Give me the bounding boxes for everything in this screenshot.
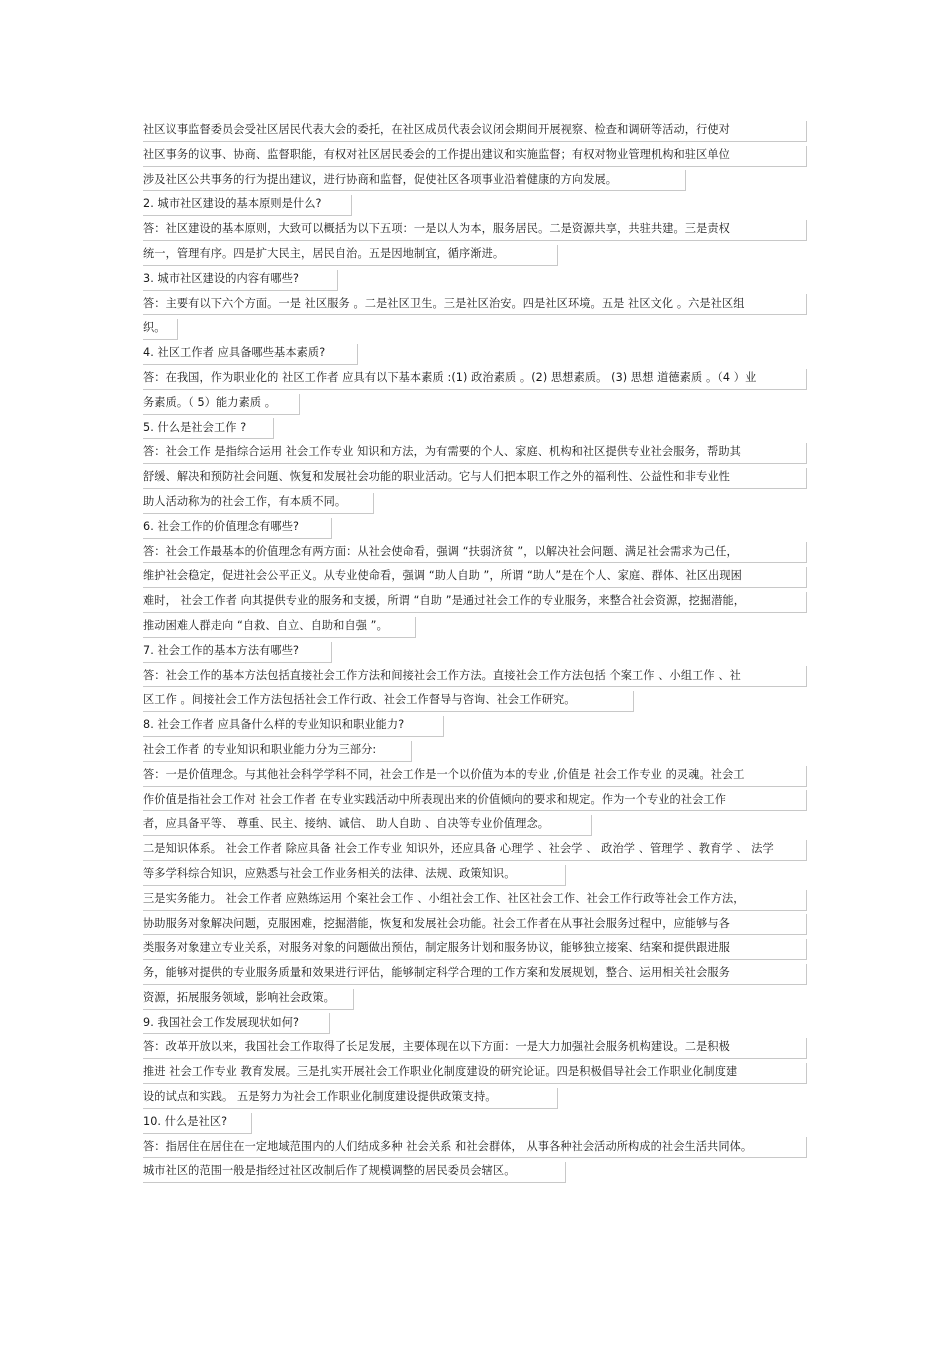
paragraph-line: 织。 xyxy=(143,316,808,341)
paragraph-line: 答：一是价值理念。与其他社会科学学科不同，社会工作是一个以价值为本的专业 ,价值是 社会工作专业 的灵魂。社会工 xyxy=(143,763,808,788)
paragraph-line: 答：指居住在居住在一定地域范围内的人们结成多种 社会关系 和社会群体， 从事各种社会活动所构成的社会生活共同体。 xyxy=(143,1135,808,1160)
paragraph-line: 舒缓、解决和预防社会问题、恢复和发展社会功能的职业活动。它与人们把本职工作之外的福利性、公益性和非专业性 xyxy=(143,465,808,490)
paragraph-line: 资源，拓展服务领域，影响社会政策。 xyxy=(143,986,808,1011)
paragraph-line: 三是实务能力。 社会工作者 应熟练运用 个案社会工作 、小组社会工作、社区社会工作、社会工作行政等社会工作方法， xyxy=(143,887,808,912)
paragraph-line: 者，应具备平等、 尊重、民主、接纳、诚信、 助人自助 、自决等专业价值理念。 xyxy=(143,812,808,837)
paragraph-line: 统一，管理有序。四是扩大民主，居民自治。五是因地制宜，循序渐进。 xyxy=(143,242,808,267)
paragraph-line: 答：改革开放以来，我国社会工作取得了长足发展，主要体现在以下方面：一是大力加强社会服务机构建设。二是积极 xyxy=(143,1035,808,1060)
paragraph-line: 难时， 社会工作者 向其提供专业的服务和支援，所谓 “自助 ”是通过社会工作的专业服务，来整合社会资源，挖掘潜能， xyxy=(143,589,808,614)
question-heading: 5. 什么是社会工作 ? xyxy=(143,416,808,441)
paragraph-line: 答：主要有以下六个方面。一是 社区服务 。二是社区卫生。三是社区治安。四是社区环境。五是 社区文化 。六是社区组 xyxy=(143,292,808,317)
paragraph-line: 二是知识体系。 社会工作者 除应具备 社会工作专业 知识外，还应具备 心理学 、社会学 、 政治学 、管理学 、教育学 、 法学 xyxy=(143,837,808,862)
question-heading: 6. 社会工作的价值理念有哪些? xyxy=(143,515,808,540)
paragraph-line: 维护社会稳定，促进社会公平正义。从专业使命看，强调 “助人自助 ”，所谓 “助人”是在个人、家庭、群体、社区出现困 xyxy=(143,564,808,589)
paragraph-line: 助人活动称为的社会工作，有本质不同。 xyxy=(143,490,808,515)
paragraph-line: 社区议事监督委员会受社区居民代表大会的委托，在社区成员代表会议闭会期间开展视察、检查和调研等活动，行使对 xyxy=(143,118,808,143)
paragraph-line: 社区事务的议事、协商、监督职能，有权对社区居民委会的工作提出建议和实施监督；有权对物业管理机构和驻区单位 xyxy=(143,143,808,168)
paragraph-line: 务，能够对提供的专业服务质量和效果进行评估，能够制定科学合理的工作方案和发展规划，整合、运用相关社会服务 xyxy=(143,961,808,986)
paragraph-line: 答：在我国，作为职业化的 社区工作者 应具有以下基本素质 :(1) 政治素质 。(2) 思想素质。 (3) 思想 道德素质 。（4 ）业 xyxy=(143,366,808,391)
paragraph-line: 作价值是指社会工作对 社会工作者 在专业实践活动中所表现出来的价值倾向的要求和规定。作为一个专业的社会工作 xyxy=(143,788,808,813)
paragraph-line: 协助服务对象解决问题，克服困难，挖掘潜能，恢复和发展社会功能。社会工作者在从事社会服务过程中，应能够与各 xyxy=(143,912,808,937)
question-heading: 2. 城市社区建设的基本原则是什么? xyxy=(143,192,808,217)
question-heading: 7. 社会工作的基本方法有哪些? xyxy=(143,639,808,664)
paragraph-line: 推动困难人群走向 “自救、自立、自助和自强 ”。 xyxy=(143,614,808,639)
paragraph-line: 务素质。（ 5）能力素质 。 xyxy=(143,391,808,416)
question-heading: 4. 社区工作者 应具备哪些基本素质? xyxy=(143,341,808,366)
question-heading: 10. 什么是社区? xyxy=(143,1110,808,1135)
paragraph-line: 区工作 。间接社会工作方法包括社会工作行政、社会工作督导与咨询、社会工作研究。 xyxy=(143,688,808,713)
paragraph-line: 答：社区建设的基本原则，大致可以概括为以下五项：一是以人为本，服务居民。二是资源共享，共驻共建。三是责权 xyxy=(143,217,808,242)
paragraph-line: 设的试点和实践。 五是努力为社会工作职业化制度建设提供政策支持。 xyxy=(143,1085,808,1110)
question-heading: 8. 社会工作者 应具备什么样的专业知识和职业能力? xyxy=(143,713,808,738)
paragraph-line: 答：社会工作的基本方法包括直接社会工作方法和间接社会工作方法。直接社会工作方法包括 个案工作 、小组工作 、社 xyxy=(143,664,808,689)
paragraph-line: 涉及社区公共事务的行为提出建议，进行协商和监督，促使社区各项事业沿着健康的方向发展。 xyxy=(143,168,808,193)
paragraph-line: 答：社会工作 是指综合运用 社会工作专业 知识和方法，为有需要的个人、家庭、机构和社区提供专业社会服务，帮助其 xyxy=(143,440,808,465)
paragraph-line: 社会工作者 的专业知识和职业能力分为三部分: xyxy=(143,738,808,763)
paragraph-line: 类服务对象建立专业关系，对服务对象的问题做出预估，制定服务计划和服务协议，能够独立接案、结案和提供跟进服 xyxy=(143,936,808,961)
document-body xyxy=(143,118,808,1184)
question-heading: 9. 我国社会工作发展现状如何? xyxy=(143,1011,808,1036)
paragraph-line: 推进 社会工作专业 教育发展。三是扎实开展社会工作职业化制度建设的研究论证。四是积极倡导社会工作职业化制度建 xyxy=(143,1060,808,1085)
question-heading: 3. 城市社区建设的内容有哪些? xyxy=(143,267,808,292)
paragraph-line: 等多学科综合知识，应熟悉与社会工作业务相关的法律、法规、政策知识。 xyxy=(143,862,808,887)
paragraph-line: 答：社会工作最基本的价值理念有两方面：从社会使命看，强调 “扶弱济贫 ”，以解决社会问题、满足社会需求为己任， xyxy=(143,540,808,565)
paragraph-line: 城市社区的范围一般是指经过社区改制后作了规模调整的居民委员会辖区。 xyxy=(143,1159,808,1184)
